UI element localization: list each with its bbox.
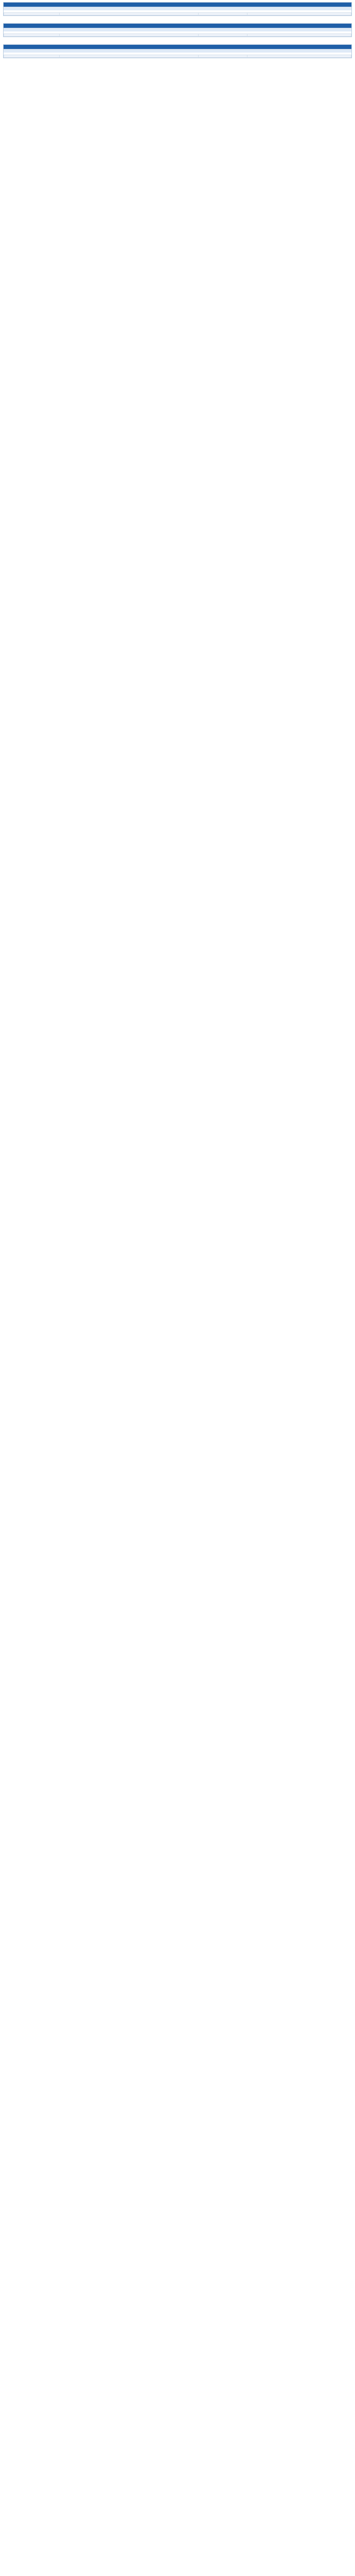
session-table xyxy=(4,12,351,15)
session-block xyxy=(4,28,351,37)
session-block xyxy=(4,7,351,15)
column-header xyxy=(60,55,199,58)
session-table xyxy=(4,33,351,37)
session-table xyxy=(4,55,351,58)
day-header xyxy=(4,3,351,7)
session-block xyxy=(4,49,351,58)
column-header xyxy=(247,13,351,15)
column-header xyxy=(4,34,60,37)
day-header xyxy=(4,45,351,49)
table-header-row xyxy=(4,55,351,58)
day-header xyxy=(4,24,351,28)
column-header xyxy=(60,34,199,37)
table-header-row xyxy=(4,13,351,15)
day-block xyxy=(3,44,352,58)
table-header-row xyxy=(4,34,351,37)
column-header xyxy=(247,55,351,58)
day-block xyxy=(3,2,352,16)
column-header xyxy=(247,34,351,37)
column-header xyxy=(4,55,60,58)
column-header xyxy=(60,13,199,15)
column-header xyxy=(199,34,247,37)
agenda-page xyxy=(0,0,355,67)
column-header xyxy=(199,55,247,58)
column-header xyxy=(199,13,247,15)
day-block xyxy=(3,23,352,37)
column-header xyxy=(4,13,60,15)
